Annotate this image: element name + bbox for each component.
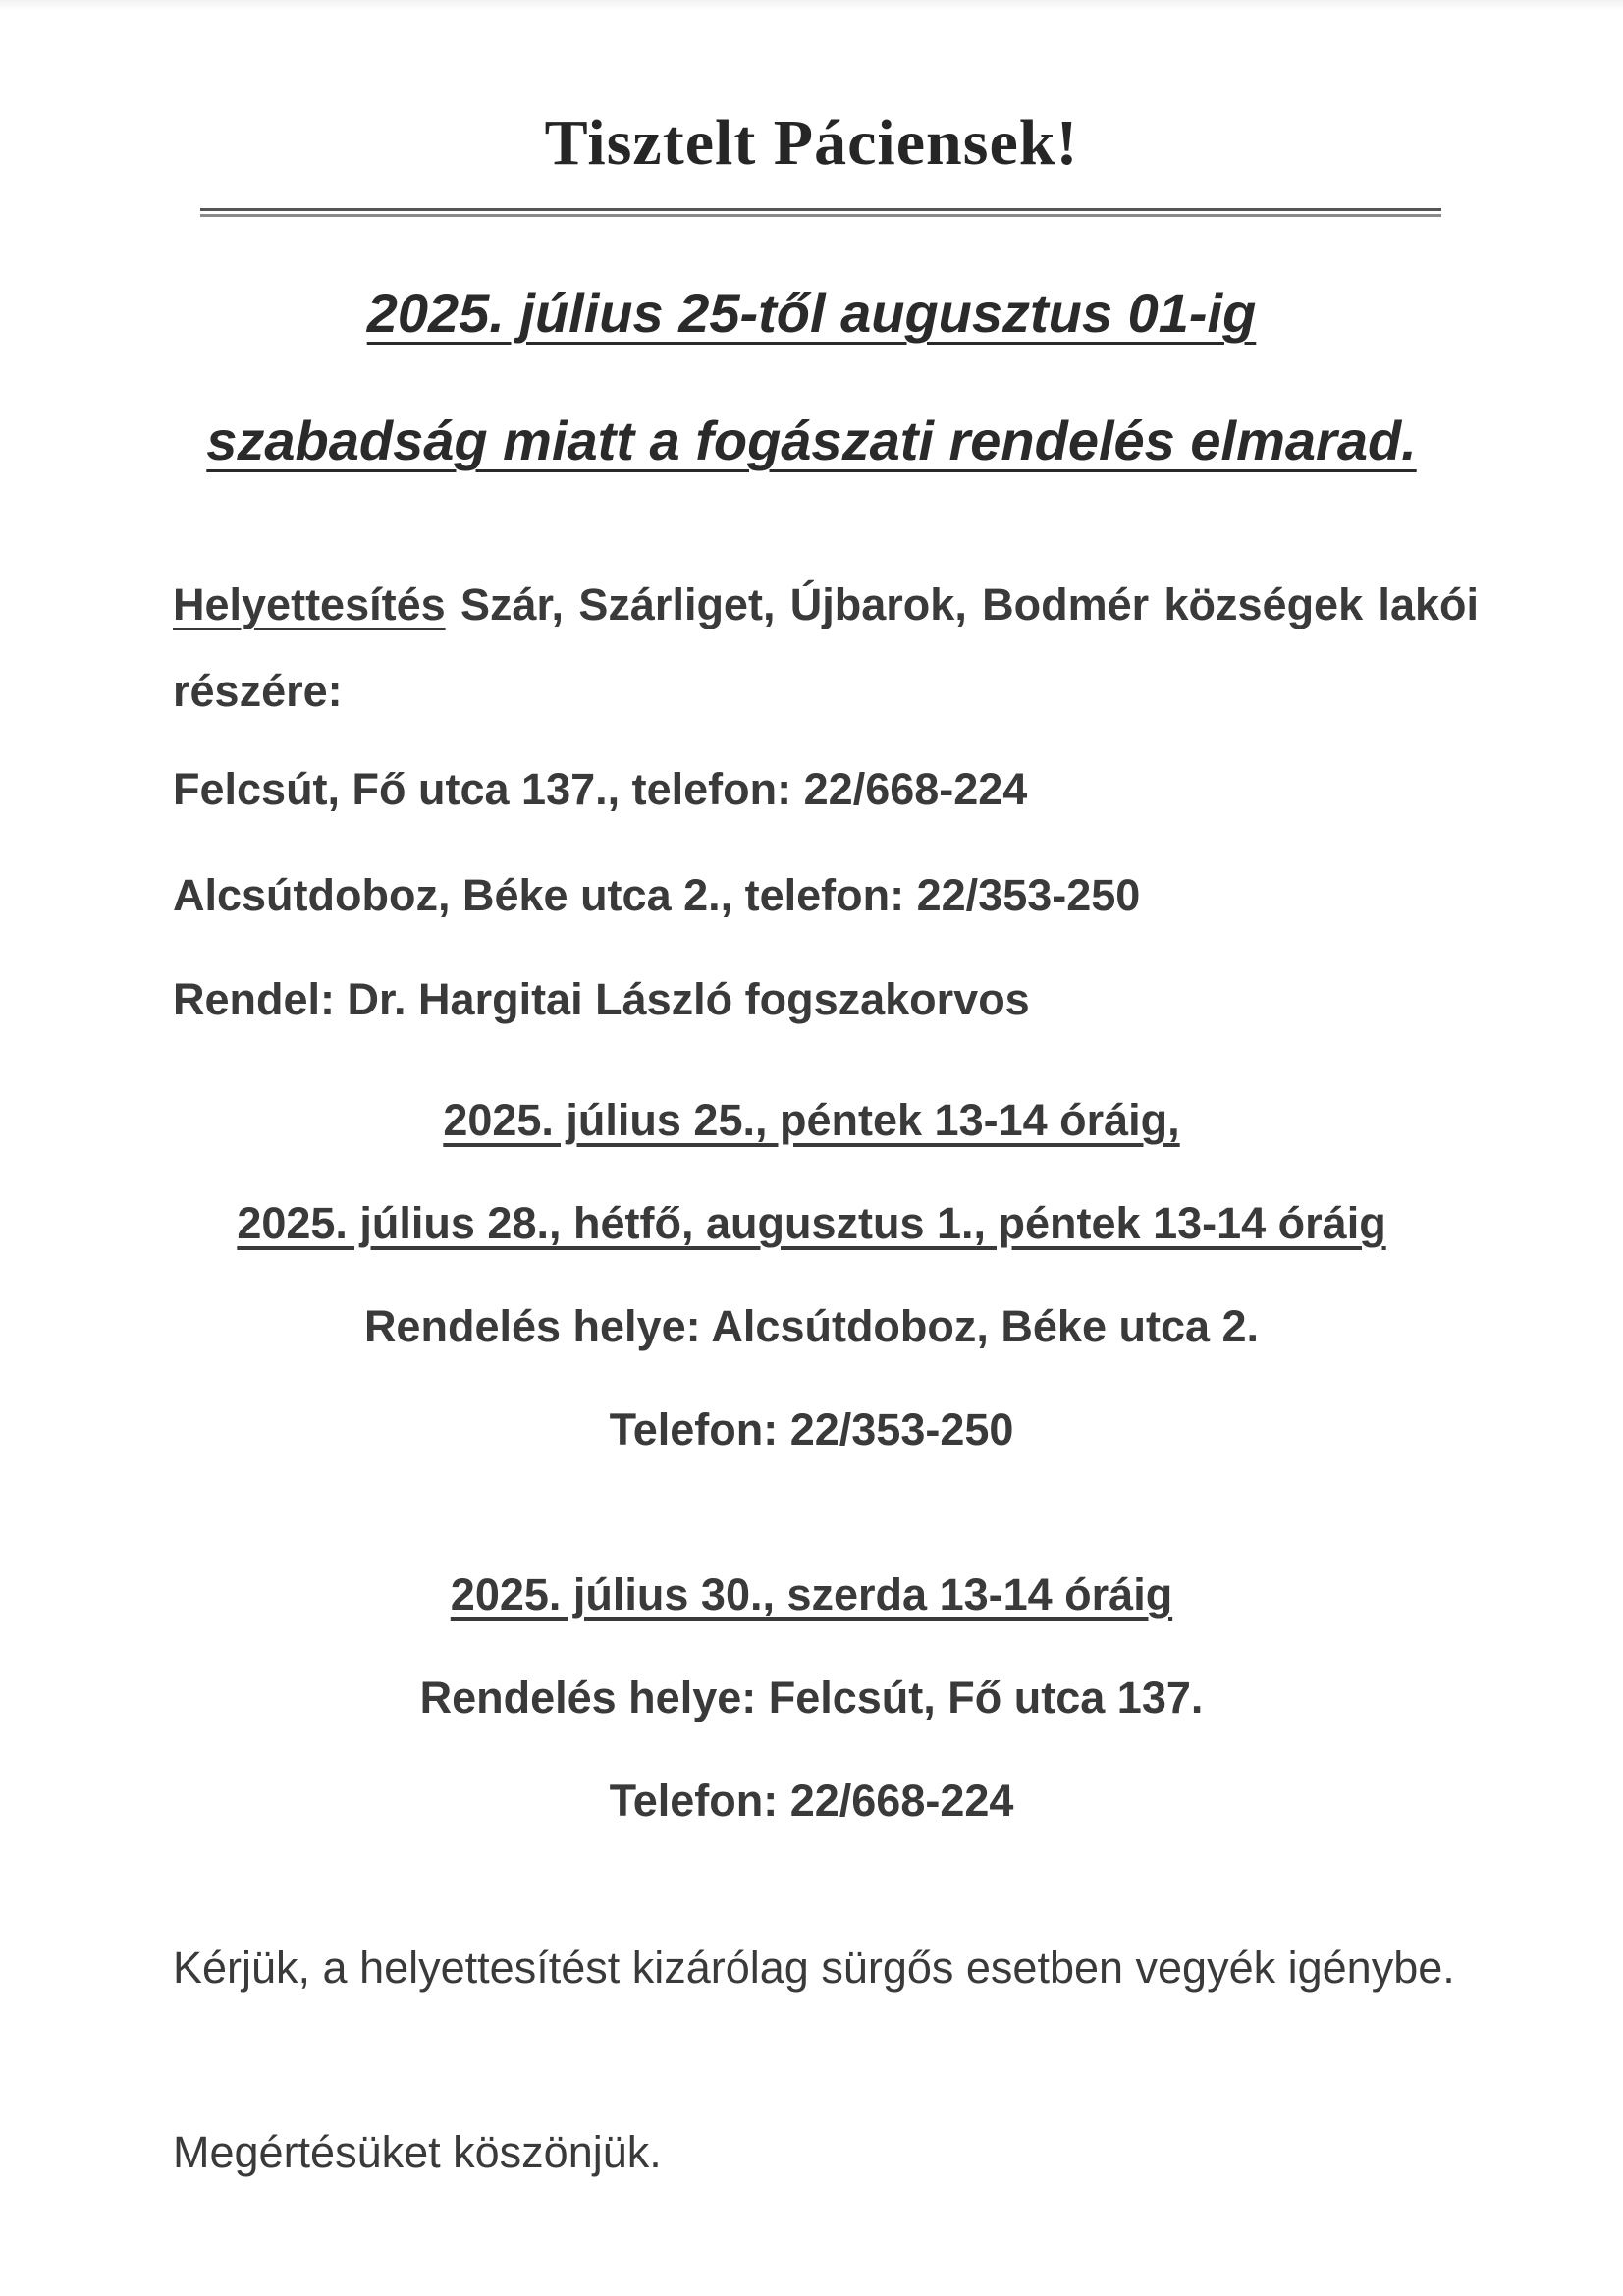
schedule-date-1: 2025. július 25., péntek 13-14 óráig,: [443, 1095, 1180, 1145]
doctor-line: Rendel: Dr. Hargitai László fogszakorvos: [173, 974, 1030, 1024]
location-felcsut: Felcsút, Fő utca 137., telefon: 22/668-224: [173, 764, 1028, 814]
location-alcsutdoboz: Alcsútdoboz, Béke utca 2., telefon: 22/353-250: [173, 870, 1141, 920]
headline-dates: 2025. július 25-től augusztus 01-ig: [366, 282, 1257, 344]
schedule-date-3: 2025. július 30., szerda 13-14 óráig: [450, 1569, 1173, 1619]
substitution-label: Helyettesítés: [173, 579, 446, 629]
closing-thanks: Megértésüket köszönjük.: [173, 2127, 662, 2177]
schedule-place-2: Rendelés helye: Felcsút, Fő utca 137.: [419, 1672, 1204, 1722]
title-divider: [200, 208, 1441, 217]
closing-request: Kérjük, a helyettesítést kizárólag sürgős esetben vegyék igénybe.: [173, 1942, 1455, 1993]
substitution-paragraph: [173, 562, 1479, 735]
schedule-phone-1: Telefon: 22/353-250: [609, 1404, 1014, 1454]
substitution-text: Szár, Szárliget, Újbarok, Bodmér községek lakói részére:: [173, 579, 1479, 716]
schedule-date-2: 2025. július 28., hétfő, augusztus 1., péntek 13-14 óráig: [237, 1198, 1386, 1248]
page-title: Tisztelt Páciensek!: [544, 107, 1079, 179]
schedule-place-1: Rendelés helye: Alcsútdoboz, Béke utca 2.: [363, 1301, 1260, 1351]
headline-closure: szabadság miatt a fogászati rendelés elmarad.: [206, 410, 1417, 471]
page-edge: [0, 0, 1623, 10]
schedule-phone-2: Telefon: 22/668-224: [609, 1776, 1014, 1826]
